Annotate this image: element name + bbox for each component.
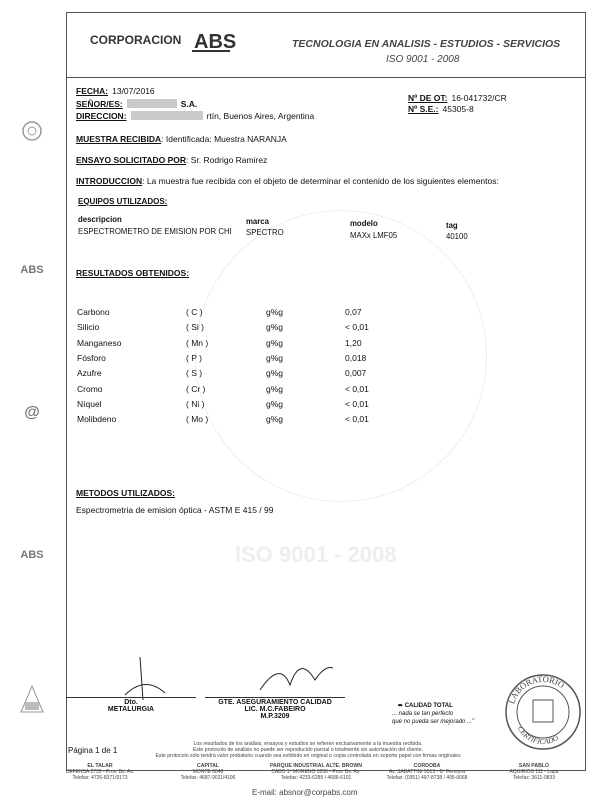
result-element: Carbono bbox=[77, 307, 110, 317]
side-logo-2: ABS bbox=[20, 264, 44, 276]
result-unit: g%g bbox=[266, 368, 284, 379]
result-unit: g%g bbox=[266, 414, 284, 425]
equipos-cell-marca: SPECTRO bbox=[246, 228, 284, 237]
resultados-title: RESULTADOS OBTENIDOS: bbox=[76, 268, 190, 278]
signature-line-left bbox=[66, 697, 196, 698]
page-number: Página 1 de 1 bbox=[68, 746, 118, 755]
result-symbol: ( Mn ) bbox=[186, 337, 209, 348]
side-logo-5 bbox=[12, 684, 52, 716]
abs-logo bbox=[192, 26, 237, 56]
equipos-title: EQUIPOS UTILIZADOS: bbox=[78, 197, 168, 206]
signature-left-title: Dto. METALURGIA bbox=[107, 699, 155, 713]
result-unit: g%g bbox=[266, 307, 284, 317]
result-element: Cromo bbox=[77, 383, 103, 394]
ensayo-row: ENSAYO SOLICITADO POR : Sr. Rodrigo Ramirez bbox=[76, 155, 268, 165]
result-symbol: ( P ) bbox=[186, 352, 202, 363]
metodos-title: METODOS UTILIZADOS: bbox=[76, 488, 176, 498]
signature-right bbox=[255, 650, 335, 700]
watermark-seal bbox=[195, 210, 487, 502]
senor-row: SEÑOR/ES: S.A. bbox=[76, 99, 198, 109]
signature-line-right bbox=[205, 697, 345, 698]
result-element: Níquel bbox=[77, 398, 102, 409]
direccion-row: DIRECCION: rtín, Buenos Aires, Argentina bbox=[76, 111, 315, 121]
equipos-cell-tag: 40100 bbox=[446, 232, 468, 241]
result-unit: g%g bbox=[266, 398, 284, 409]
laboratorio-stamp bbox=[503, 672, 583, 752]
result-unit: g%g bbox=[266, 337, 284, 348]
result-value: < 0,01 bbox=[345, 383, 369, 394]
result-value: < 0,01 bbox=[345, 322, 369, 333]
side-logo-1 bbox=[12, 120, 52, 145]
svg-text:ABS: ABS bbox=[194, 31, 237, 53]
calidad-title: ➨ CALIDAD TOTAL bbox=[398, 703, 453, 709]
side-logo-4: ABS bbox=[20, 549, 44, 561]
arrow-icon: ➨ bbox=[398, 703, 404, 709]
calidad-line1: ... nada se tan perfecto bbox=[392, 711, 454, 717]
result-symbol: ( Cr ) bbox=[186, 383, 206, 394]
result-symbol: ( C ) bbox=[186, 307, 203, 317]
result-element: Silicio bbox=[77, 322, 100, 333]
result-value: 0,007 bbox=[345, 368, 367, 379]
equipos-cell-descripcion: ESPECTROMETRO DE EMISION POR CHI bbox=[78, 227, 232, 236]
signature-right-title: GTE. ASEGURAMIENTO CALIDAD LIC. M.C.FABEIRO M.P.3209 bbox=[218, 699, 332, 720]
footer-san-pablo: SAN PABLO AQUIRIOS 111 - Lapa Telefax: 3611-0833 bbox=[509, 763, 559, 781]
equipos-header-tag: tag bbox=[446, 221, 458, 230]
result-symbol: ( Si ) bbox=[186, 322, 204, 333]
metodos-text: Espectrometria de emision óptica - ASTM E 415 / 99 bbox=[76, 505, 274, 515]
result-element: Azufre bbox=[77, 368, 102, 379]
company-name: CORPORACION bbox=[90, 33, 182, 47]
result-symbol: ( S ) bbox=[186, 368, 203, 379]
equipos-header-modelo: modelo bbox=[350, 219, 378, 228]
result-value: < 0,01 bbox=[345, 398, 369, 409]
result-element: Manganeso bbox=[77, 337, 122, 348]
calidad-line2: que no pueda ser mejorado ..." bbox=[392, 719, 475, 725]
result-value: < 0,01 bbox=[345, 414, 369, 425]
result-unit: g%g bbox=[266, 322, 284, 333]
iso-label: ISO 9001 - 2008 bbox=[386, 54, 460, 65]
watermark-text: ISO 9001 - 2008 bbox=[235, 542, 397, 567]
footer-email[interactable]: E-mail: absnor@corpabs.com bbox=[252, 788, 358, 797]
ot-row: Nº DE OT: 16-041732/CR bbox=[408, 93, 507, 103]
result-element: Fósforo bbox=[77, 352, 106, 363]
result-unit: g%g bbox=[266, 352, 284, 363]
disclaimer: Los resultados de los análisis, ensayos y estudios se refieren exclusivamente a la muestra recibida. Este protocolo de análisis no puede ser reproducido parcial o totalmente sin autorización del cliente. Este protocolo sólo tendrá valor probatorio cuando sea exhibido en original o copia controlada en soporte papel con firmas originales bbox=[155, 741, 461, 759]
se-row: Nº S.E.: 45305-8 bbox=[408, 104, 474, 114]
footer-parque: PARQUE INDUSTRIAL ALTE. BROWN CABO 1º MORENO 3250 - Prov. Bs. As. Telefax: 4233-6285 / 4686-6101 bbox=[269, 763, 363, 781]
muestra-row: MUESTRA RECIBIDA : Identificada: Muestra NARANJA bbox=[76, 134, 287, 144]
result-element: Molibdeno bbox=[77, 414, 117, 425]
side-logo-3: @ bbox=[24, 404, 40, 421]
tagline: TECNOLOGIA EN ANALISIS - ESTUDIOS - SERVICIOS bbox=[292, 38, 561, 50]
fecha-row: FECHA: 13/07/2016 bbox=[76, 86, 155, 96]
svg-text:LABORATORIO: LABORATORIO bbox=[506, 673, 567, 706]
equipos-cell-modelo: MAXx LMF05 bbox=[350, 231, 398, 240]
equipos-header-marca: marca bbox=[246, 217, 269, 226]
footer-el-talar: EL TALAR DEFENSA 2735 - Prov. Bs. As. Telefax: 4726-8371/9173 bbox=[65, 763, 135, 781]
svg-text:CERTIFICADO: CERTIFICADO bbox=[515, 724, 560, 747]
result-value: 1,20 bbox=[345, 337, 362, 348]
footer-capital: CAPITAL MONTE 6048 Telefax: 4687-9011/4106 bbox=[180, 763, 236, 781]
footer-cordoba: CORDOBA Av. SABATTINI 5313 - Bº Ferreyra Telefax: (0351) 497-8738 / 495-6668 bbox=[386, 763, 468, 781]
intro-row: INTRODUCCION : La muestra fue recibida con el objeto de determinar el contenido de los siguientes elementos: bbox=[76, 176, 499, 186]
result-unit: g%g bbox=[266, 383, 284, 394]
result-symbol: ( Mo ) bbox=[186, 414, 209, 425]
result-symbol: ( Ni ) bbox=[186, 398, 205, 409]
equipos-header-descripcion: descripcion bbox=[78, 215, 122, 224]
result-value: 0,018 bbox=[345, 352, 367, 363]
result-value: 0,07 bbox=[345, 307, 362, 317]
